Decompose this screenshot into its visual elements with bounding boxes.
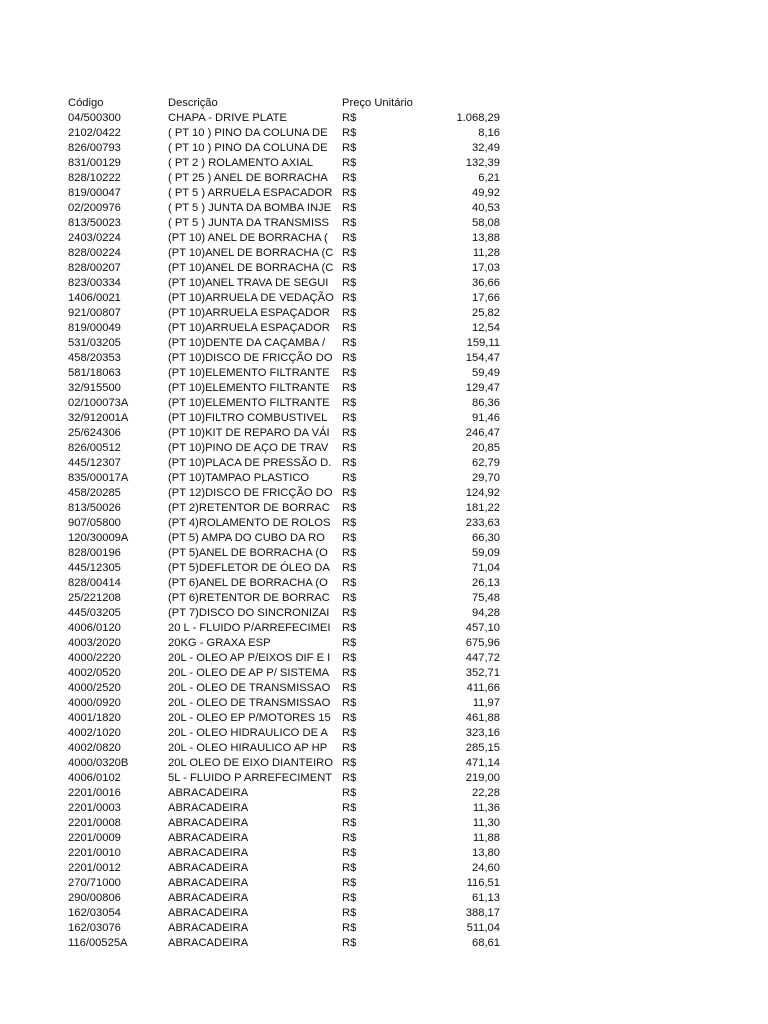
table-row — [0, 561, 768, 576]
part-code-cell: 2201/0009 — [68, 832, 121, 844]
table-row — [0, 846, 768, 861]
description-cell: ( PT 25 ) ANEL DE BORRACHA — [168, 172, 328, 184]
table-row — [0, 696, 768, 711]
part-code-cell: 4006/0120 — [68, 622, 121, 634]
currency-cell: R$ — [342, 127, 357, 139]
description-cell: 20 L - FLUIDO P/ARREFECIMEI — [168, 622, 331, 634]
part-code-cell: 1406/0021 — [68, 292, 121, 304]
price-list-body — [0, 111, 768, 951]
price-cell: 17,66 — [472, 292, 500, 304]
description-cell: CHAPA - DRIVE PLATE — [168, 112, 287, 124]
currency-cell: R$ — [342, 772, 357, 784]
price-cell: 323,16 — [465, 727, 500, 739]
price-cell: 219,00 — [465, 772, 500, 784]
price-cell: 26,13 — [472, 577, 500, 589]
description-cell: (PT 10)PINO DE AÇO DE TRAV — [168, 442, 329, 454]
currency-cell: R$ — [342, 922, 357, 934]
currency-cell: R$ — [342, 502, 357, 514]
price-cell: 233,63 — [465, 517, 500, 529]
description-cell: 20L - OLEO HIDRAULICO DE A — [168, 727, 328, 739]
price-cell: 40,53 — [472, 202, 500, 214]
description-cell: ( PT 10 ) PINO DA COLUNA DE — [168, 142, 328, 154]
table-row — [0, 816, 768, 831]
currency-cell: R$ — [342, 262, 357, 274]
description-cell: (PT 10)DENTE DA CAÇAMBA / — [168, 337, 326, 349]
currency-cell: R$ — [342, 112, 357, 124]
price-cell: 511,04 — [466, 922, 500, 934]
description-cell: (PT 6)ANEL DE BORRACHA (O — [168, 577, 328, 589]
price-cell: 181,22 — [465, 502, 500, 514]
description-cell: (PT 10)ARRUELA DE VEDAÇÃO — [168, 292, 334, 304]
price-cell: 91,46 — [472, 412, 500, 424]
part-code-cell: 823/00334 — [68, 277, 121, 289]
price-cell: 116,51 — [466, 877, 500, 889]
description-cell: ( PT 5 ) JUNTA DA TRANSMISS — [168, 217, 330, 229]
currency-cell: R$ — [342, 547, 357, 559]
part-code-cell: 828/00207 — [68, 262, 121, 274]
part-code-cell: 826/00512 — [68, 442, 121, 454]
currency-cell: R$ — [342, 412, 357, 424]
part-code-cell: 828/00414 — [68, 577, 121, 589]
price-cell: 11,30 — [472, 817, 500, 829]
currency-cell: R$ — [342, 472, 357, 484]
description-cell: ABRACADEIRA — [168, 862, 249, 874]
description-cell: (PT 10)ELEMENTO FILTRANTE — [168, 382, 330, 394]
description-cell: (PT 4)ROLAMENTO DE ROLOS — [168, 517, 331, 529]
header-row — [0, 96, 768, 111]
part-code-cell: 2201/0016 — [68, 787, 121, 799]
part-code-cell: 4000/0920 — [68, 697, 121, 709]
table-row — [0, 486, 768, 501]
currency-cell: R$ — [342, 892, 357, 904]
table-row — [0, 126, 768, 141]
currency-cell: R$ — [342, 862, 357, 874]
description-cell: ABRACADEIRA — [168, 907, 249, 919]
price-cell: 285,15 — [465, 742, 500, 754]
currency-cell: R$ — [342, 697, 357, 709]
table-row — [0, 231, 768, 246]
currency-cell: R$ — [342, 382, 357, 394]
table-row — [0, 111, 768, 126]
table-row — [0, 201, 768, 216]
table-row — [0, 471, 768, 486]
price-cell: 457,10 — [465, 622, 500, 634]
table-row — [0, 771, 768, 786]
price-cell: 20,85 — [472, 442, 500, 454]
table-row — [0, 291, 768, 306]
description-cell: 20L - OLEO HIRAULICO AP HP — [168, 742, 328, 754]
price-cell: 461,88 — [465, 712, 500, 724]
currency-cell: R$ — [342, 847, 357, 859]
price-cell: 13,88 — [472, 232, 500, 244]
currency-cell: R$ — [342, 562, 357, 574]
part-code-cell: 813/50023 — [68, 217, 121, 229]
description-cell: ABRACADEIRA — [168, 937, 249, 949]
currency-cell: R$ — [342, 292, 357, 304]
part-code-cell: 4000/2520 — [68, 682, 121, 694]
table-row — [0, 456, 768, 471]
description-cell: (PT 10)ANEL DE BORRACHA (C — [168, 247, 334, 259]
part-code-cell: 2403/0224 — [68, 232, 121, 244]
table-row — [0, 441, 768, 456]
part-code-cell: 531/03205 — [68, 337, 121, 349]
price-cell: 49,92 — [472, 187, 500, 199]
price-cell: 75,48 — [472, 592, 500, 604]
price-cell: 94,28 — [472, 607, 500, 619]
part-code-cell: 25/624306 — [68, 427, 121, 439]
description-cell: ABRACADEIRA — [168, 817, 249, 829]
price-cell: 471,14 — [465, 757, 500, 769]
header-unit-price: Preço Unitário — [342, 97, 413, 109]
part-code-cell: 162/03076 — [68, 922, 121, 934]
table-row — [0, 936, 768, 951]
part-code-cell: 828/10222 — [68, 172, 121, 184]
part-code-cell: 4001/1820 — [68, 712, 121, 724]
price-cell: 13,80 — [472, 847, 500, 859]
currency-cell: R$ — [342, 877, 357, 889]
price-cell: 25,82 — [472, 307, 500, 319]
currency-cell: R$ — [342, 637, 357, 649]
price-cell: 58,08 — [472, 217, 500, 229]
part-code-cell: 116/00525A — [68, 937, 128, 949]
description-cell: (PT 10)PLACA DE PRESSÃO D. — [168, 457, 332, 469]
currency-cell: R$ — [342, 397, 357, 409]
price-cell: 411,66 — [466, 682, 500, 694]
description-cell: (PT 5)ANEL DE BORRACHA (O — [168, 547, 328, 559]
currency-cell: R$ — [342, 592, 357, 604]
part-code-cell: 826/00793 — [68, 142, 121, 154]
description-cell: ABRACADEIRA — [168, 787, 249, 799]
part-code-cell: 2201/0010 — [68, 847, 121, 859]
table-row — [0, 801, 768, 816]
price-cell: 68,61 — [472, 937, 500, 949]
table-row — [0, 666, 768, 681]
table-row — [0, 921, 768, 936]
currency-cell: R$ — [342, 322, 357, 334]
price-cell: 59,49 — [472, 367, 500, 379]
description-cell: 20L - OLEO DE TRANSMISSAO — [168, 682, 331, 694]
price-cell: 11,97 — [472, 697, 500, 709]
table-row — [0, 396, 768, 411]
currency-cell: R$ — [342, 247, 357, 259]
price-cell: 22,28 — [472, 787, 500, 799]
currency-cell: R$ — [342, 367, 357, 379]
table-row — [0, 711, 768, 726]
part-code-cell: 4003/2020 — [68, 637, 121, 649]
price-cell: 66,30 — [472, 532, 500, 544]
price-cell: 675,96 — [465, 637, 500, 649]
currency-cell: R$ — [342, 442, 357, 454]
table-row — [0, 621, 768, 636]
table-row — [0, 321, 768, 336]
table-row — [0, 501, 768, 516]
description-cell: ( PT 2 ) ROLAMENTO AXIAL — [168, 157, 314, 169]
currency-cell: R$ — [342, 712, 357, 724]
part-code-cell: 813/50026 — [68, 502, 121, 514]
description-cell: (PT 10)ARRUELA ESPAÇADOR — [168, 322, 330, 334]
description-cell: (PT 12)DISCO DE FRICÇÃO DO — [168, 487, 333, 499]
currency-cell: R$ — [342, 622, 357, 634]
part-code-cell: 445/12305 — [68, 562, 121, 574]
price-cell: 388,17 — [465, 907, 500, 919]
part-code-cell: 270/71000 — [68, 877, 121, 889]
price-cell: 11,28 — [472, 247, 500, 259]
part-code-cell: 04/500300 — [68, 112, 121, 124]
header-code: Código — [68, 97, 104, 109]
currency-cell: R$ — [342, 337, 357, 349]
part-code-cell: 835/00017A — [68, 472, 129, 484]
table-row — [0, 171, 768, 186]
description-cell: (PT 10)DISCO DE FRICÇÃO DO — [168, 352, 333, 364]
description-cell: (PT 7)DISCO DO SINCRONIZAI — [168, 607, 330, 619]
description-cell: ( PT 10 ) PINO DA COLUNA DE — [168, 127, 328, 139]
description-cell: (PT 10)KIT DE REPARO DA VÁI — [168, 427, 330, 439]
table-row — [0, 876, 768, 891]
description-cell: (PT 10)TAMPAO PLASTICO — [168, 472, 310, 484]
price-cell: 61,13 — [472, 892, 500, 904]
part-code-cell: 32/915500 — [68, 382, 121, 394]
price-cell: 11,88 — [472, 832, 500, 844]
part-code-cell: 819/00047 — [68, 187, 121, 199]
description-cell: ABRACADEIRA — [168, 802, 249, 814]
table-row — [0, 591, 768, 606]
description-cell: ABRACADEIRA — [168, 832, 249, 844]
header-description: Descrição — [168, 97, 218, 109]
price-cell: 17,03 — [472, 262, 500, 274]
price-cell: 1.068,29 — [456, 112, 500, 124]
part-code-cell: 32/912001A — [68, 412, 129, 424]
currency-cell: R$ — [342, 787, 357, 799]
part-code-cell: 4002/0820 — [68, 742, 121, 754]
description-cell: (PT 2)RETENTOR DE BORRAC — [168, 502, 330, 514]
table-row — [0, 861, 768, 876]
currency-cell: R$ — [342, 217, 357, 229]
table-row — [0, 246, 768, 261]
part-code-cell: 445/03205 — [68, 607, 121, 619]
price-cell: 8,16 — [478, 127, 500, 139]
price-cell: 6,21 — [478, 172, 500, 184]
table-row — [0, 531, 768, 546]
description-cell: ABRACADEIRA — [168, 892, 249, 904]
table-row — [0, 216, 768, 231]
description-cell: ABRACADEIRA — [168, 922, 249, 934]
description-cell: 5L - FLUIDO P ARREFECIMENT — [168, 772, 333, 784]
currency-cell: R$ — [342, 742, 357, 754]
description-cell: (PT 6)RETENTOR DE BORRAC — [168, 592, 330, 604]
currency-cell: R$ — [342, 652, 357, 664]
part-code-cell: 819/00049 — [68, 322, 121, 334]
price-list-sheet — [0, 96, 768, 951]
price-cell: 124,92 — [465, 487, 500, 499]
price-cell: 132,39 — [465, 157, 500, 169]
description-cell: ABRACADEIRA — [168, 877, 249, 889]
description-cell: (PT 10)FILTRO COMBUSTIVEL — [168, 412, 328, 424]
price-cell: 129,47 — [465, 382, 500, 394]
price-cell: 86,36 — [472, 397, 500, 409]
description-cell: 20L - OLEO DE AP P/ SISTEMA — [168, 667, 330, 679]
table-row — [0, 351, 768, 366]
description-cell: ABRACADEIRA — [168, 847, 249, 859]
table-row — [0, 606, 768, 621]
part-code-cell: 458/20285 — [68, 487, 121, 499]
price-cell: 154,47 — [465, 352, 500, 364]
currency-cell: R$ — [342, 277, 357, 289]
currency-cell: R$ — [342, 817, 357, 829]
description-cell: (PT 5) AMPA DO CUBO DA RO — [168, 532, 325, 544]
currency-cell: R$ — [342, 727, 357, 739]
currency-cell: R$ — [342, 232, 357, 244]
description-cell: (PT 5)DEFLETOR DE ÓLEO DA — [168, 562, 330, 574]
description-cell: (PT 10) ANEL DE BORRACHA ( — [168, 232, 328, 244]
currency-cell: R$ — [342, 142, 357, 154]
currency-cell: R$ — [342, 427, 357, 439]
part-code-cell: 458/20353 — [68, 352, 121, 364]
currency-cell: R$ — [342, 202, 357, 214]
price-cell: 12,54 — [472, 322, 500, 334]
currency-cell: R$ — [342, 757, 357, 769]
currency-cell: R$ — [342, 307, 357, 319]
table-row — [0, 831, 768, 846]
part-code-cell: 290/00806 — [68, 892, 121, 904]
table-row — [0, 786, 768, 801]
price-cell: 11,36 — [472, 802, 500, 814]
part-code-cell: 2201/0003 — [68, 802, 121, 814]
currency-cell: R$ — [342, 352, 357, 364]
currency-cell: R$ — [342, 832, 357, 844]
description-cell: (PT 10)ELEMENTO FILTRANTE — [168, 367, 330, 379]
currency-cell: R$ — [342, 937, 357, 949]
price-cell: 71,04 — [472, 562, 500, 574]
description-cell: 20L - OLEO AP P/EIXOS DIF E I — [168, 652, 331, 664]
description-cell: (PT 10)ANEL DE BORRACHA (C — [168, 262, 334, 274]
part-code-cell: 120/30009A — [68, 532, 129, 544]
description-cell: (PT 10)ARRUELA ESPAÇADOR — [168, 307, 330, 319]
table-row — [0, 741, 768, 756]
table-row — [0, 366, 768, 381]
table-row — [0, 636, 768, 651]
part-code-cell: 25/221208 — [68, 592, 121, 604]
table-row — [0, 276, 768, 291]
part-code-cell: 828/00224 — [68, 247, 121, 259]
table-row — [0, 726, 768, 741]
table-row — [0, 411, 768, 426]
table-row — [0, 756, 768, 771]
part-code-cell: 581/18063 — [68, 367, 121, 379]
part-code-cell: 162/03054 — [68, 907, 121, 919]
currency-cell: R$ — [342, 802, 357, 814]
table-row — [0, 261, 768, 276]
table-row — [0, 156, 768, 171]
currency-cell: R$ — [342, 517, 357, 529]
price-cell: 159,11 — [466, 337, 500, 349]
table-row — [0, 306, 768, 321]
price-cell: 246,47 — [465, 427, 500, 439]
price-cell: 36,66 — [472, 277, 500, 289]
table-row — [0, 516, 768, 531]
table-row — [0, 906, 768, 921]
description-cell: (PT 10)ELEMENTO FILTRANTE — [168, 397, 330, 409]
part-code-cell: 4000/0320B — [68, 757, 129, 769]
table-row — [0, 141, 768, 156]
description-cell: 20KG - GRAXA ESP — [168, 637, 271, 649]
part-code-cell: 2201/0012 — [68, 862, 121, 874]
description-cell: 20L - OLEO DE TRANSMISSAO — [168, 697, 331, 709]
price-cell: 59,09 — [472, 547, 500, 559]
part-code-cell: 02/200976 — [68, 202, 121, 214]
currency-cell: R$ — [342, 682, 357, 694]
currency-cell: R$ — [342, 667, 357, 679]
table-row — [0, 336, 768, 351]
part-code-cell: 445/12307 — [68, 457, 121, 469]
price-cell: 24,60 — [472, 862, 500, 874]
description-cell: (PT 10)ANEL TRAVA DE SEGUI — [168, 277, 329, 289]
description-cell: 20L - OLEO EP P/MOTORES 15 — [168, 712, 331, 724]
part-code-cell: 2201/0008 — [68, 817, 121, 829]
currency-cell: R$ — [342, 457, 357, 469]
currency-cell: R$ — [342, 532, 357, 544]
currency-cell: R$ — [342, 187, 357, 199]
part-code-cell: 907/05800 — [68, 517, 121, 529]
table-row — [0, 891, 768, 906]
price-cell: 29,70 — [472, 472, 500, 484]
part-code-cell: 4002/1020 — [68, 727, 121, 739]
table-row — [0, 681, 768, 696]
currency-cell: R$ — [342, 907, 357, 919]
description-cell: ( PT 5 ) ARRUELA ESPACADOR — [168, 187, 333, 199]
part-code-cell: 831/00129 — [68, 157, 121, 169]
currency-cell: R$ — [342, 607, 357, 619]
table-row — [0, 546, 768, 561]
price-cell: 352,71 — [465, 667, 500, 679]
part-code-cell: 02/100073A — [68, 397, 129, 409]
currency-cell: R$ — [342, 157, 357, 169]
currency-cell: R$ — [342, 577, 357, 589]
price-cell: 447,72 — [465, 652, 500, 664]
table-row — [0, 651, 768, 666]
price-cell: 32,49 — [472, 142, 500, 154]
table-row — [0, 576, 768, 591]
part-code-cell: 921/00807 — [68, 307, 121, 319]
part-code-cell: 4006/0102 — [68, 772, 121, 784]
price-cell: 62,79 — [472, 457, 500, 469]
part-code-cell: 4000/2220 — [68, 652, 121, 664]
table-row — [0, 186, 768, 201]
table-row — [0, 426, 768, 441]
part-code-cell: 828/00196 — [68, 547, 121, 559]
description-cell: ( PT 5 ) JUNTA DA BOMBA INJE — [168, 202, 332, 214]
currency-cell: R$ — [342, 487, 357, 499]
description-cell: 20L OLEO DE EIXO DIANTEIRO — [168, 757, 333, 769]
part-code-cell: 2102/0422 — [68, 127, 121, 139]
currency-cell: R$ — [342, 172, 357, 184]
part-code-cell: 4002/0520 — [68, 667, 121, 679]
table-row — [0, 381, 768, 396]
